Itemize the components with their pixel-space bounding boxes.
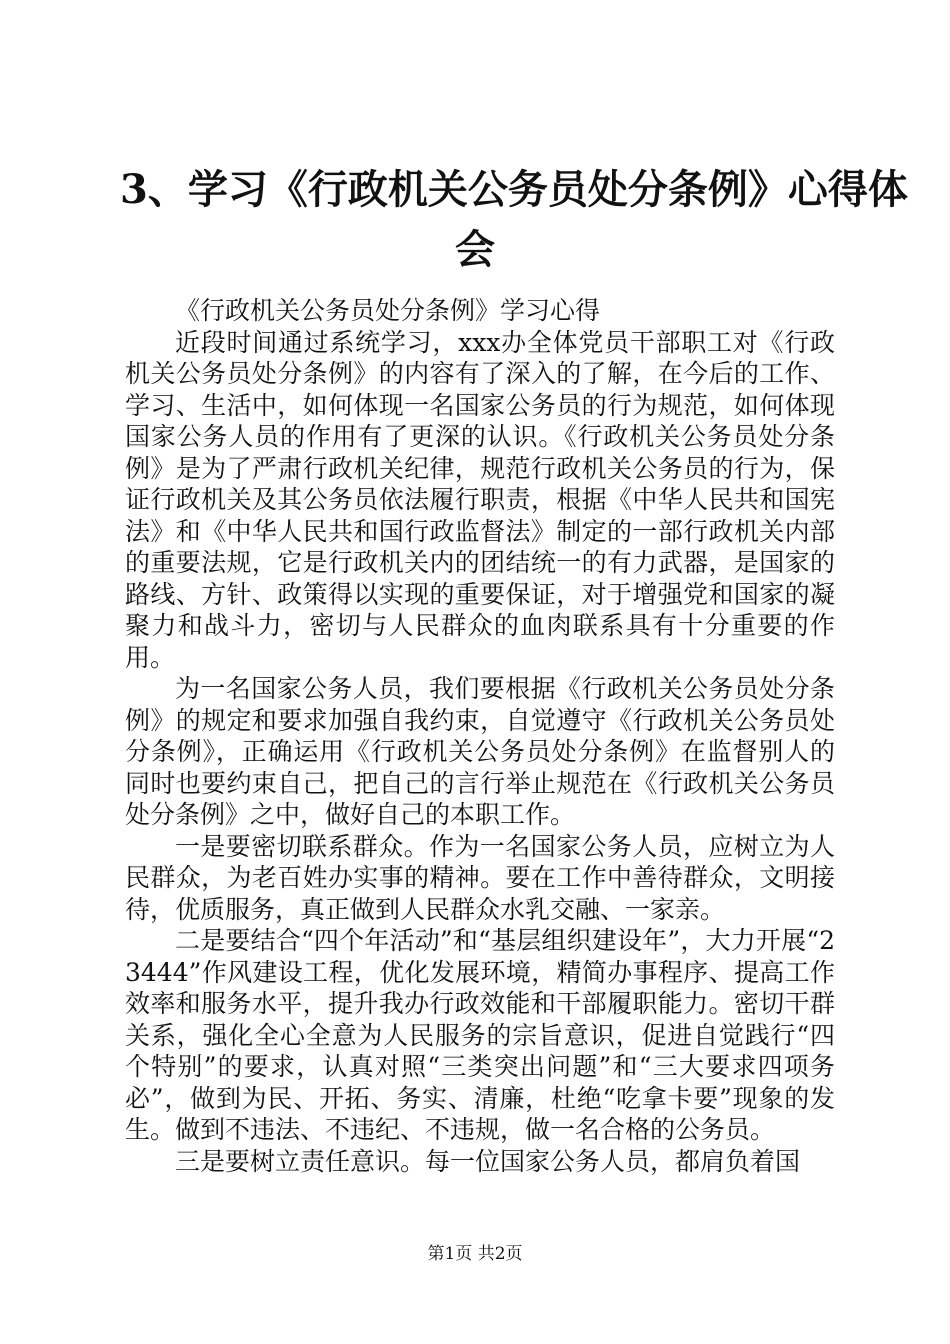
paragraph-subtitle: 《行政机关公务员处分条例》学习心得 [175,296,601,325]
page-footer: 第1页 共2页 [427,1244,523,1264]
paragraph: 三是要树立责任意识。每一位国家公务人员，都肩负着国 [175,1146,801,1176]
document-title [120,160,908,280]
title-line-2: 会 [455,226,495,273]
paragraph: 二是要结合“四个年活动”和“基层组织建设年”，大力开展“23444”作风建设工程，优化发展环境，精简办事程序、提高工作效率和服务水平，提升我办行政效能和干部履职能力。密切干群关系，强化全心全意为人民服务的宗旨意识，促进自觉践行“四个特别”的要求，认真对照“三类突出问题”和“三大要求四项务必”，做到为民、开拓、务实、清廉，杜绝“吃拿卡要”现象的发生。做到不违法、不违纪、不违规，做一名合格的公务员。 [125,926,835,1144]
paragraph: 为一名国家公务人员，我们要根据《行政机关公务员处分条例》的规定和要求加强自我约束，自觉遵守《行政机关公务员处分条例》，正确运用《行政机关公务员处分条例》在监督别人的同时也要约束自己，把自己的言行举止规范在《行政机关公务员处分条例》之中，做好自己的本职工作。 [125,674,835,829]
title-line-1: 3、学习《行政机关公务员处分条例》心得体 [120,166,908,213]
document-body [125,295,835,1177]
paragraph: 近段时间通过系统学习，xxx办全体党员干部职工对《行政机关公务员处分条例》的内容有了深入的了解，在今后的工作、学习、生活中，如何体现一名国家公务员的行为规范，如何体现国家公务人员的作用有了更深的认识。《行政机关公务员处分条例》是为了严肃行政机关纪律，规范行政机关公务员的行为，保证行政机关及其公务员依法履行职责，根据《中华人民共和国宪法》和《中华人民共和国行政监督法》制定的一部行政机关内部的重要法规，它是行政机关内的团结统一的有力武器，是国家的路线、方针、政策得以实现的重要保证，对于增强党和国家的凝聚力和战斗力，密切与人民群众的血肉联系具有十分重要的作用。 [125,327,835,672]
paragraph: 一是要密切联系群众。作为一名国家公务人员，应树立为人民群众，为老百姓办实事的精神。要在工作中善待群众，文明接待，优质服务，真正做到人民群众水乳交融、一家亲。 [125,831,835,924]
